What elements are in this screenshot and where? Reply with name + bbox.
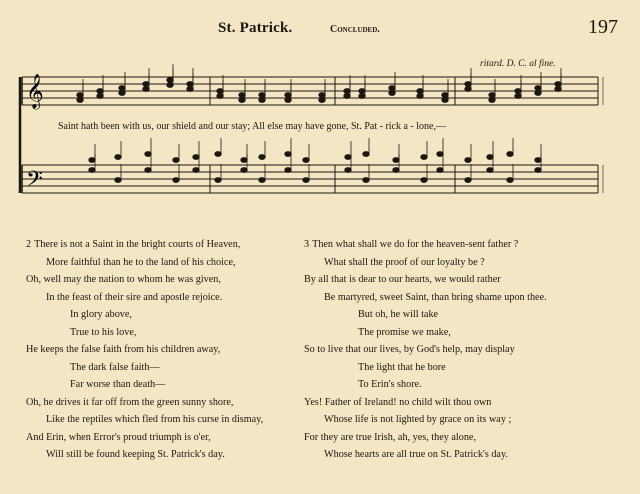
verse-line-text: So to live that our lives, by God's help, may display — [304, 344, 515, 355]
treble-clef-icon: 𝄞 — [26, 74, 44, 109]
note-head — [285, 168, 291, 173]
note-head — [417, 89, 423, 94]
note-head — [285, 98, 291, 103]
verse-line — [304, 306, 547, 324]
verse-line-text: Whose hearts are all true on St. Patrick's day. — [324, 449, 508, 460]
note-head — [215, 178, 221, 183]
note-head — [507, 178, 513, 183]
note-head — [437, 168, 443, 173]
note-head — [241, 168, 247, 173]
verse-line — [26, 429, 263, 447]
verse-line — [26, 306, 263, 324]
verse-3 — [304, 236, 547, 464]
note-head — [442, 93, 448, 98]
note-head — [173, 158, 179, 163]
note-head — [259, 98, 265, 103]
note-head — [217, 89, 223, 94]
verse-line — [304, 359, 547, 377]
verse-line — [304, 376, 547, 394]
note-head — [97, 94, 103, 99]
verse-line-text: Far worse than death— — [70, 379, 166, 390]
verse-line-text: The promise we make, — [358, 326, 451, 338]
note-head — [239, 98, 245, 103]
note-head — [77, 93, 83, 98]
note-head — [507, 152, 513, 157]
hymn-title: St. Patrick. — [218, 20, 293, 36]
verse-line-text: True to his love, — [70, 326, 137, 338]
verse-line — [26, 289, 263, 307]
note-head — [187, 87, 193, 92]
note-head — [97, 89, 103, 94]
note-head — [363, 178, 369, 183]
verse-line-text: Oh, he drives it far off from the green sunny shore, — [26, 396, 234, 408]
note-head — [345, 168, 351, 173]
note-head — [303, 178, 309, 183]
note-head — [421, 155, 427, 160]
note-head — [487, 155, 493, 160]
note-head — [389, 91, 395, 96]
verse-line — [26, 359, 263, 377]
verse-line — [26, 254, 263, 272]
verse-line-text: Be martyred, sweet Saint, than bring shame upon thee. — [324, 291, 547, 303]
note-head — [465, 82, 471, 87]
verse-line-text: To Erin's shore. — [358, 379, 422, 390]
note-head — [285, 152, 291, 157]
note-head — [145, 152, 151, 157]
note-head — [465, 158, 471, 163]
verse-line-text: Then what shall we do for the heaven-sent father ? — [312, 239, 519, 250]
note-head — [89, 168, 95, 173]
note-head — [193, 168, 199, 173]
note-head — [515, 94, 521, 99]
verse-line-text: Like the reptiles which fled from his curse in dismay, — [46, 414, 264, 425]
note-head — [363, 152, 369, 157]
note-head — [344, 94, 350, 99]
verse-line — [26, 394, 263, 412]
verse-line-text: In the feast of their sire and apostle rejoice. — [46, 291, 223, 303]
note-head — [119, 91, 125, 96]
verse-line-text: Yes! Father of Ireland! no child wilt thou own — [304, 396, 492, 408]
note-head — [515, 89, 521, 94]
note-head — [303, 158, 309, 163]
note-head — [193, 155, 199, 160]
note-head — [217, 94, 223, 99]
note-head — [535, 158, 541, 163]
note-head — [535, 91, 541, 96]
note-head — [421, 178, 427, 183]
note-head — [389, 86, 395, 91]
note-head — [119, 86, 125, 91]
verse-line — [26, 446, 263, 464]
note-head — [489, 93, 495, 98]
note-head — [115, 155, 121, 160]
verse-line — [304, 236, 547, 254]
verse-line-text: Oh, well may the nation to whom he was given, — [26, 274, 221, 285]
verse-line — [26, 271, 263, 289]
verse-line-text: What shall the proof of our loyalty be ? — [324, 256, 485, 268]
note-head — [344, 89, 350, 94]
verse-line-text: The dark false faith— — [70, 361, 160, 373]
verse-line-text: By all that is dear to our hearts, we would rather — [304, 274, 501, 285]
note-head — [167, 78, 173, 83]
note-head — [555, 82, 561, 87]
note-head — [285, 93, 291, 98]
note-head — [187, 82, 193, 87]
verse-line — [304, 429, 547, 447]
verse-line — [26, 376, 263, 394]
note-head — [167, 83, 173, 88]
note-head — [359, 94, 365, 99]
verse-line — [26, 236, 263, 254]
note-head — [259, 93, 265, 98]
verse-line-text: But oh, he will take — [358, 309, 439, 320]
note-head — [489, 98, 495, 103]
verse-line — [304, 446, 547, 464]
note-head — [77, 98, 83, 103]
verse-line — [304, 341, 547, 359]
note-head — [259, 155, 265, 160]
verse-line-text: The light that he bore — [358, 361, 446, 373]
note-head — [345, 155, 351, 160]
note-head — [239, 93, 245, 98]
verse-line-text: Will still be found keeping St. Patrick's day. — [46, 449, 225, 460]
note-head — [465, 87, 471, 92]
page-number: 197 — [588, 16, 618, 38]
verse-line — [304, 289, 547, 307]
note-head — [487, 168, 493, 173]
note-head — [89, 158, 95, 163]
note-head — [259, 178, 265, 183]
note-head — [319, 98, 325, 103]
verse-number: 2 — [26, 239, 32, 250]
verse-line-text: He keeps the false faith from his children away, — [26, 344, 221, 355]
note-head — [241, 158, 247, 163]
lyric-line: Saint hath been with us, our shield and our stay; All else may have gone, St. Pat - rick a - lone,— — [58, 121, 446, 132]
note-head — [437, 152, 443, 157]
verse-line — [26, 411, 263, 429]
verse-number: 3 — [304, 239, 310, 250]
verse-line — [304, 411, 547, 429]
note-head — [215, 152, 221, 157]
verse-line — [304, 271, 547, 289]
note-head — [535, 86, 541, 91]
bass-clef-icon: 𝄢 — [26, 167, 43, 197]
note-head — [143, 87, 149, 92]
verse-line-text: More faithful than he to the land of his choice, — [46, 256, 236, 268]
verse-line-text: In glory above, — [70, 309, 132, 320]
hymn-subtitle: Concluded. — [330, 24, 380, 35]
note-head — [535, 168, 541, 173]
note-head — [465, 178, 471, 183]
verse-line-text: Whose life is not lighted by grace on its way ; — [324, 414, 512, 425]
note-head — [555, 87, 561, 92]
verse-line — [304, 254, 547, 272]
note-head — [143, 82, 149, 87]
note-head — [442, 98, 448, 103]
verse-line — [304, 394, 547, 412]
tempo-marking: ritard. D. C. al fine. — [480, 59, 556, 69]
note-head — [393, 168, 399, 173]
verse-line-text: And Erin, when Error's proud triumph is o'er, — [26, 431, 211, 443]
note-head — [393, 158, 399, 163]
note-head — [319, 93, 325, 98]
verse-line-text: For they are true Irish, ah, yes, they alone, — [304, 431, 476, 443]
note-head — [173, 178, 179, 183]
bass-staff — [22, 165, 603, 193]
note-head — [359, 89, 365, 94]
note-head — [145, 168, 151, 173]
note-head — [115, 178, 121, 183]
verse-line — [26, 341, 263, 359]
verse-line — [304, 324, 547, 342]
note-head — [417, 94, 423, 99]
verse-line — [26, 324, 263, 342]
verse-2 — [26, 236, 263, 464]
verse-line-text: There is not a Saint in the bright courts of Heaven, — [34, 239, 241, 250]
